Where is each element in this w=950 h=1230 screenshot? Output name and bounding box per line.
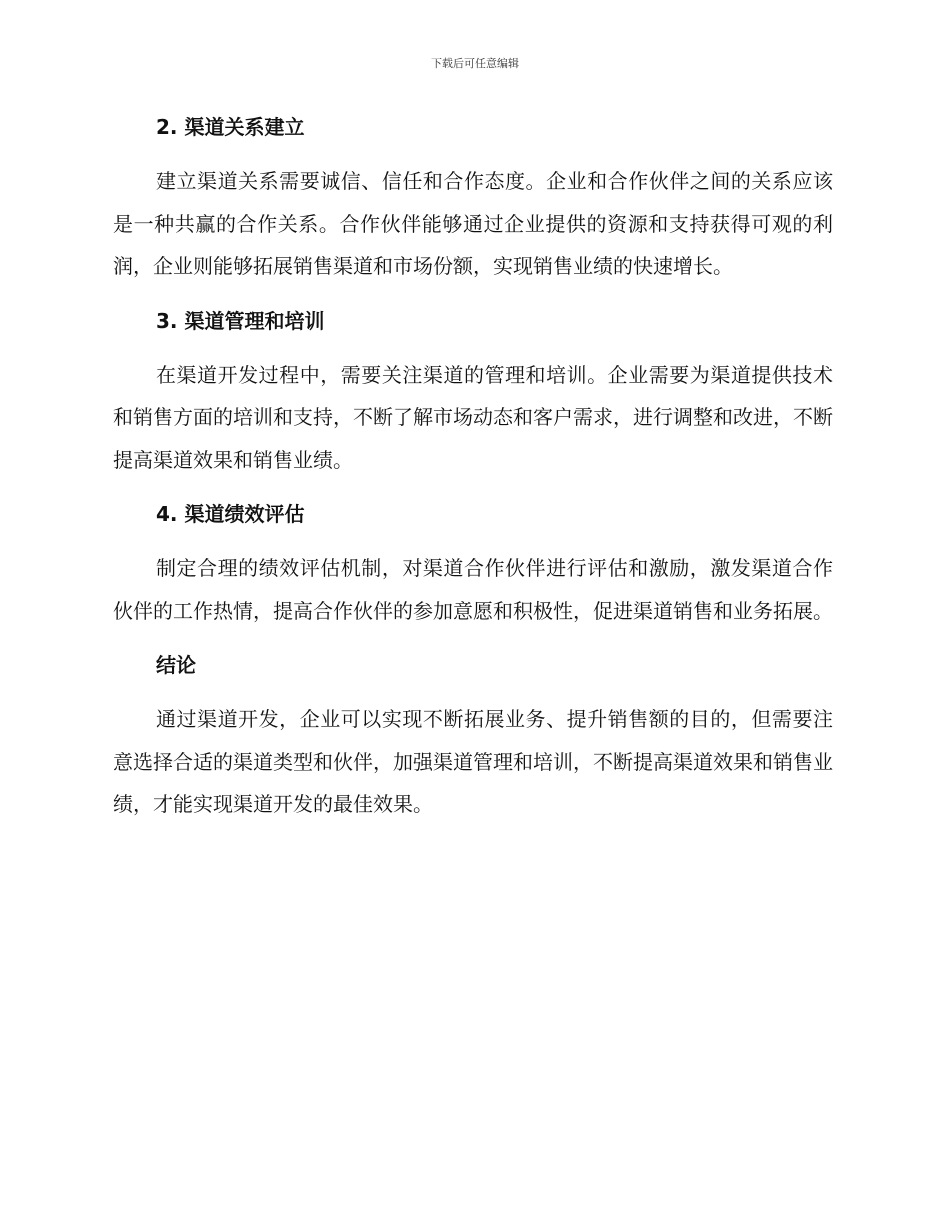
section-heading-channel-management: 3. 渠道管理和培训: [156, 308, 325, 333]
page-header-note: 下载后可任意编辑: [431, 57, 519, 70]
section-heading-performance-evaluation: 4. 渠道绩效评估: [156, 502, 305, 526]
section-heading-conclusion: 结论: [156, 653, 196, 677]
document-body: [113, 108, 833, 826]
section-paragraph-conclusion: 通过渠道开发，企业可以实现不断拓展业务、提升销售额的目的，但需要注意选择合适的渠道类型和伙伴，加强渠道管理和培训，不断提高渠道效果和销售业绩，才能实现渠道开发的最佳效果。: [113, 707, 833, 816]
section-paragraph-performance-evaluation: 制定合理的绩效评估机制，对渠道合作伙伴进行评估和激励，激发渠道合作伙伴的工作热情，提高合作伙伴的参加意愿和积极性，促进渠道销售和业务拓展。: [113, 556, 833, 623]
section-paragraph-channel-relationship: 建立渠道关系需要诚信、信任和合作态度。企业和合作伙伴之间的关系应该是一种共赢的合作关系。合作伙伴能够通过企业提供的资源和支持获得可观的利润，企业则能够拓展销售渠道和市场份额，实现销售业绩的快速增长。: [113, 169, 833, 278]
section-heading-channel-relationship: 2. 渠道关系建立: [156, 115, 305, 139]
section-paragraph-channel-management: 在渠道开发过程中，需要关注渠道的管理和培训。企业需要为渠道提供技术和销售方面的培训和支持，不断了解市场动态和客户需求，进行调整和改进，不断提高渠道效果和销售业绩。: [113, 362, 833, 472]
